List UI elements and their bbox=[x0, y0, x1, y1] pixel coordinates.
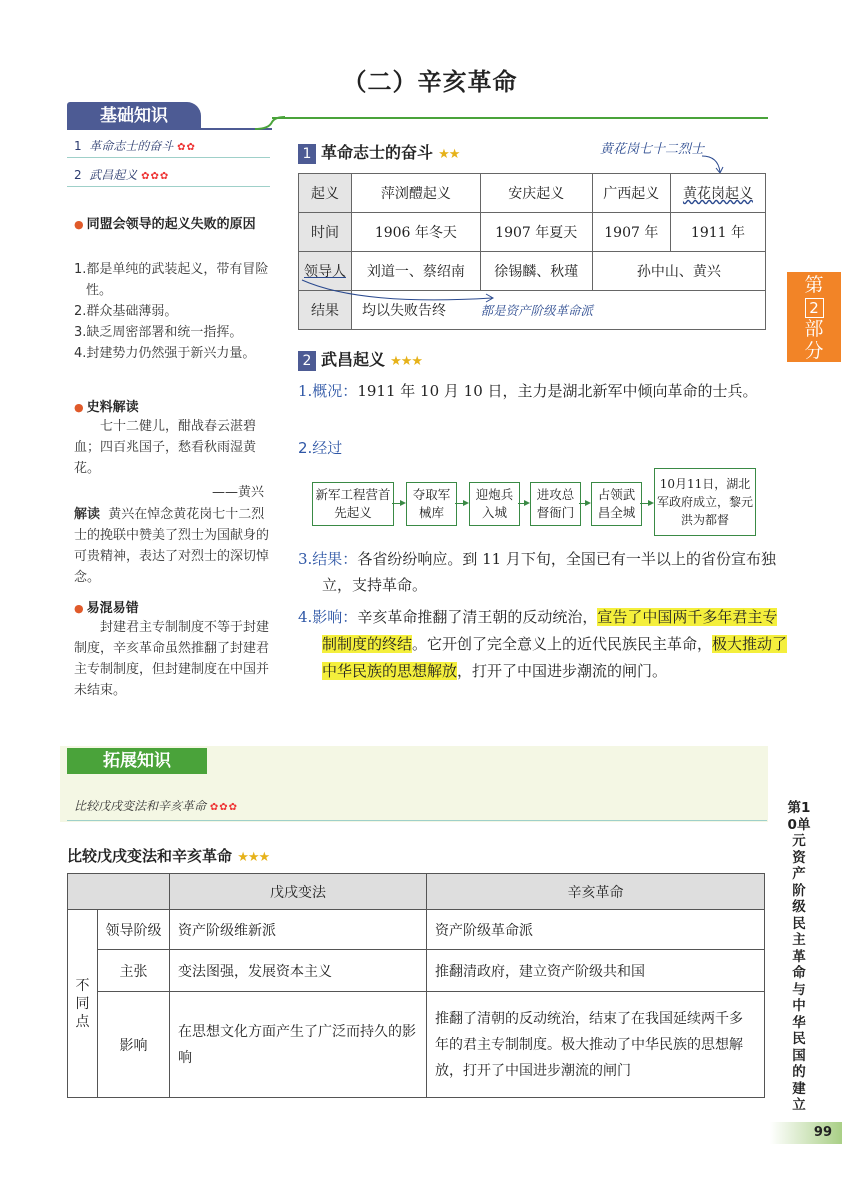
rating-stars: ★★★ bbox=[390, 354, 423, 369]
flow-step: 夺取军械库 bbox=[406, 482, 457, 526]
page-title: （二）辛亥革命 bbox=[342, 68, 518, 96]
confuse-text: 封建君主专制制度不等于封建制度，辛亥革命虽然推翻了封建君主专制制度，但封建制度在中国并未结束。 bbox=[74, 620, 270, 698]
table-cell: 刘道一、蔡绍南 bbox=[352, 252, 481, 291]
flow-arrow bbox=[640, 503, 652, 504]
table-cell: 安庆起义 bbox=[480, 174, 592, 213]
section2-heading: 2 武昌起义 ★★★ bbox=[298, 347, 422, 371]
table-cell: 变法图强，发展资本主义 bbox=[170, 950, 427, 992]
bullet-icon: ● bbox=[74, 602, 84, 615]
flow-arrow bbox=[518, 503, 528, 504]
result-paragraph: 3.结果：各省纷纷响应。到 11 月下旬，全国已有一半以上的省份宣布独立，支持革命。 bbox=[298, 550, 776, 594]
table-cell: 1911 年 bbox=[670, 213, 765, 252]
source-note: 解读 黄兴在悼念黄花岗七十二烈士的挽联中赞美了烈士为国献身的可贵精神，表达了对烈士的深切悼念。 bbox=[74, 507, 270, 585]
table-cell: 资产阶级维新派 bbox=[170, 910, 427, 950]
page-number: 99 bbox=[770, 1122, 842, 1144]
table-cell: 1907 年夏天 bbox=[480, 213, 592, 252]
divider bbox=[67, 186, 270, 187]
section1-heading: 1 革命志士的奋斗 ★★ bbox=[298, 140, 459, 164]
extension-tab: 拓展知识 bbox=[67, 748, 207, 774]
table-cell: 1906 年冬天 bbox=[352, 213, 481, 252]
flow-arrow bbox=[455, 503, 467, 504]
table-header-cell: 戊戌变法 bbox=[170, 874, 427, 910]
flow-step: 迎炮兵入城 bbox=[469, 482, 520, 526]
table-cell: 在思想文化方面产生了广泛而持久的影响 bbox=[170, 992, 427, 1098]
failure-heading: ● 同盟会领导的起义失败的原因 bbox=[74, 217, 256, 232]
handwritten-note: 都是资产阶级革命派 bbox=[480, 303, 593, 318]
flow-arrow bbox=[579, 503, 589, 504]
handwritten-note: 黄花岗七十二烈士 bbox=[600, 142, 705, 157]
flow-arrow bbox=[392, 503, 404, 504]
bullet-icon: ● bbox=[74, 218, 84, 231]
overview-paragraph: 1.概况：1911 年 10 月 10 日，主力是湖北新军中倾向革命的士兵。 bbox=[298, 382, 758, 400]
confuse-heading: ● 易混易错 bbox=[74, 601, 139, 616]
rating-stars: ★★★ bbox=[237, 850, 270, 865]
rating-stars: ✿✿✿ bbox=[209, 802, 238, 813]
table-cell: 均以失败告终 都是资产阶级革命派 bbox=[352, 291, 766, 330]
divider bbox=[67, 157, 270, 158]
source-poem: 七十二健儿，酣战春云湛碧血；四百兆国子，愁看秋雨湿黄花。 bbox=[74, 419, 257, 476]
flow-step: 10月11日，湖北军政府成立，黎元洪为都督 bbox=[654, 468, 756, 536]
row-label: 影响 bbox=[97, 992, 169, 1098]
toc-item: 2 武昌起义 ✿✿✿ bbox=[74, 168, 170, 182]
divider bbox=[67, 820, 767, 821]
flow-step: 占领武昌全城 bbox=[591, 482, 642, 526]
flow-step: 进攻总督衙门 bbox=[530, 482, 581, 526]
process-label: 2.经过 bbox=[298, 439, 343, 457]
highlighted-text: 宣告了中国两千多年君主专制制度的终结 bbox=[322, 608, 778, 653]
highlighted-text: 极大推动了中华民族的思想解放 bbox=[322, 635, 788, 680]
table-cell: 孙中山、黄兴 bbox=[592, 252, 765, 291]
rating-stars: ✿✿ bbox=[177, 142, 196, 153]
basics-tab: 基础知识 bbox=[67, 102, 201, 130]
table-header-cell bbox=[68, 874, 170, 910]
uprising-table bbox=[298, 173, 766, 330]
flow-step: 新军工程营首先起义 bbox=[312, 482, 394, 526]
rating-stars: ★★ bbox=[438, 147, 460, 162]
group-label: 不同点 bbox=[68, 910, 98, 1098]
table-cell: 徐锡麟、秋瑾 bbox=[480, 252, 592, 291]
header-divider-left bbox=[67, 128, 272, 130]
table-header-cell: 结果 bbox=[299, 291, 352, 330]
failure-list: 1.都是单纯的武装起义，带有冒险性。 2.群众基础薄弱。 3.缺乏周密部署和统一指挥。 4.封建势力仍然强于新兴力量。 bbox=[74, 262, 269, 361]
table-header-cell: 辛亥革命 bbox=[427, 874, 765, 910]
table-header-cell: 起义 bbox=[299, 174, 352, 213]
header-divider-right bbox=[272, 117, 768, 119]
row-label: 主张 bbox=[97, 950, 169, 992]
rating-stars: ✿✿✿ bbox=[141, 171, 170, 182]
table-cell: 推翻了清朝的反动统治，结束了在我国延续两千多年的君主专制制度。极大推动了中华民族的思想解放，打开了中国进步潮流的闸门 bbox=[427, 992, 765, 1098]
table-header-cell: 时间 bbox=[299, 213, 352, 252]
table-cell: 推翻清政府，建立资产阶级共和国 bbox=[427, 950, 765, 992]
table-cell: 黄花岗起义 bbox=[670, 174, 765, 213]
table-cell: 广西起义 bbox=[592, 174, 670, 213]
table-header-cell: 领导人 bbox=[299, 252, 352, 291]
source-author: ——黄兴 bbox=[211, 485, 264, 500]
compare-heading: 比较戊戌变法和辛亥革命 ★★★ bbox=[67, 847, 270, 865]
extension-toc-item: 比较戊戌变法和辛亥革命 ✿✿✿ bbox=[74, 799, 238, 813]
comparison-table bbox=[67, 873, 765, 1098]
impact-paragraph: 4.影响：辛亥革命推翻了清王朝的反动统治，宣告了中国两千多年君主专制制度的终结。它开创了完全意义上的近代民族民主革命，极大推动了中华民族的思想解放，打开了中国进步潮流的闸门。 bbox=[298, 608, 788, 680]
note-arrow bbox=[300, 276, 500, 306]
source-heading: ● 史料解读 bbox=[74, 400, 139, 415]
row-label: 领导阶级 bbox=[97, 910, 169, 950]
unit-label: 第10单元 资产阶级民主革命与中华民国的建立 bbox=[787, 800, 811, 1113]
table-cell: 1907 年 bbox=[592, 213, 670, 252]
part-tab: 第 2 部 分 bbox=[787, 272, 841, 362]
table-cell: 萍浏醴起义 bbox=[352, 174, 481, 213]
bullet-icon: ● bbox=[74, 401, 84, 414]
table-cell: 资产阶级革命派 bbox=[427, 910, 765, 950]
toc-item: 1 革命志士的奋斗 ✿✿ bbox=[74, 139, 196, 153]
